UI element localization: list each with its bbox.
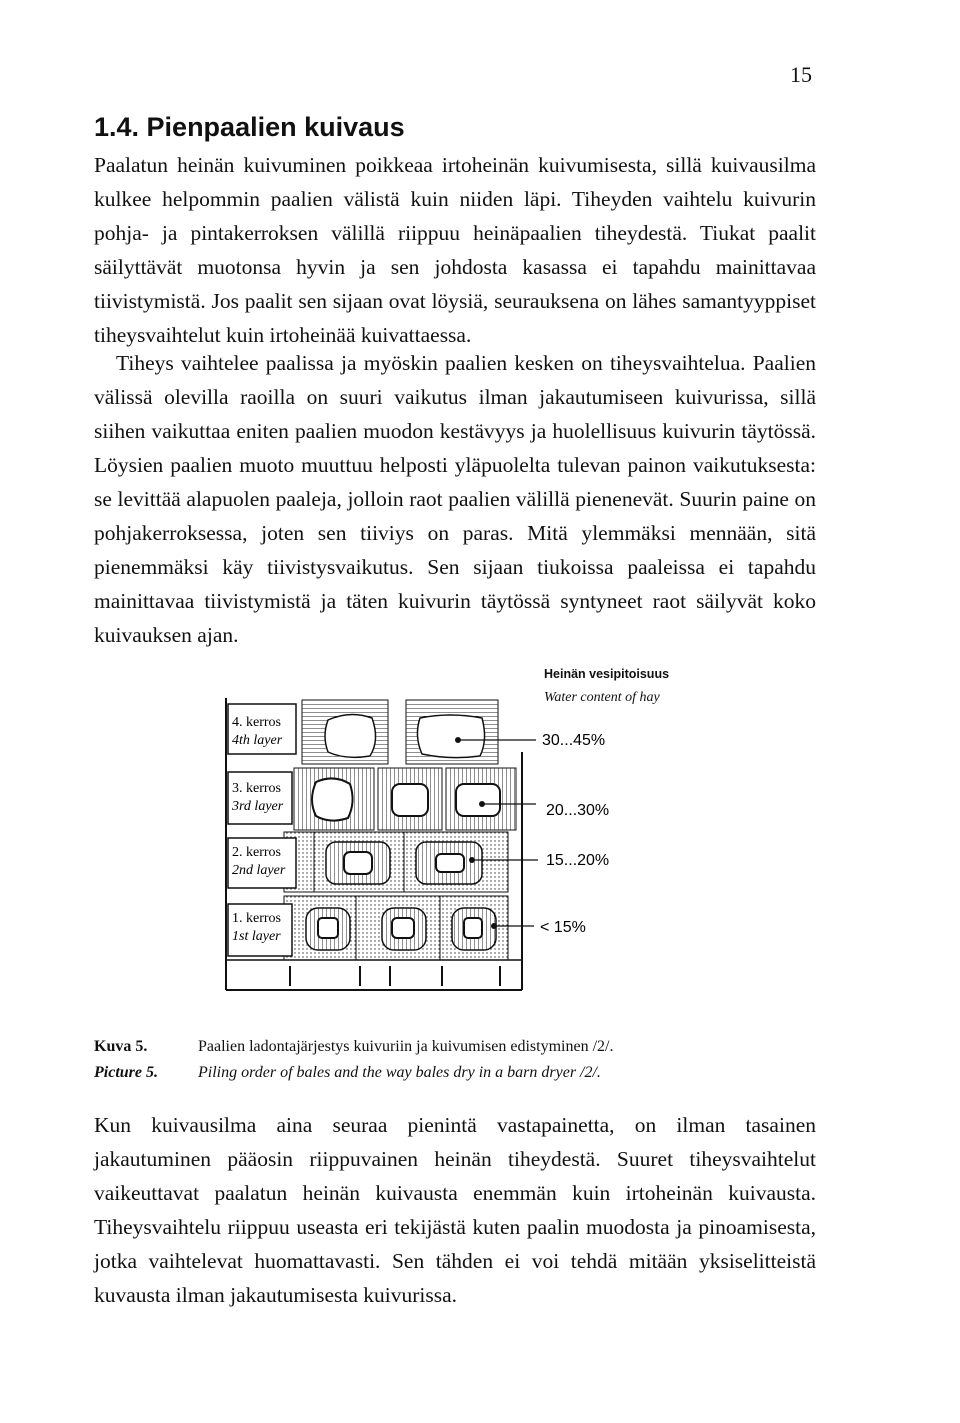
bale-stack-figure: [210, 660, 710, 1000]
caption-fi-text: Paalien ladontajärjestys kuivuriin ja kuivumisen edistyminen /2/.: [198, 1038, 614, 1055]
caption-en-text: Piling order of bales and the way bales dry in a barn dryer /2/.: [198, 1064, 601, 1081]
layer-3-bales: [294, 768, 516, 830]
caption-fi: [94, 1038, 613, 1056]
layer-2-bales: [284, 832, 508, 892]
layer-1-fi: 1. kerros: [232, 911, 281, 926]
paragraph-2: Tiheys vaihtelee paalissa ja myöskin paalien kesken on tiheysvaihtelua. Paalien välissä olevilla raoilla on suuri vaikutus ilman jakautumiseen kuivurissa, sillä siihen vaikuttaa eniten paalien muodon kestävyys ja huolellisuus kuivurin täytössä. Löysien paalien muoto muuttuu helposti yläpuolelta tulevan painon vaikutuksesta: se levittää alapuolen paaleja, jolloin raot paalien välillä pienenevät. Suurin paine on pohjakerroksessa, joten sen tiiviys on paras. Mitä ylemmäksi mennään, sitä pienemmäksi käy tiivistysvaikutus. Sen sijaan tiukoissa paaleissa ei tapahdu mainittavaa tiivistymistä ja täten kuivurin täytössä syntyneet raot säilyvät koko kuivauksen ajan.: [94, 351, 816, 647]
caption-en: [94, 1064, 601, 1082]
caption-fi-label: Kuva 5.: [94, 1038, 148, 1055]
layer-4-bales: [302, 700, 498, 764]
layer-2-fi: 2. kerros: [232, 845, 281, 860]
moisture-layer-4: 30...45%: [542, 732, 606, 749]
moisture-layer-1: < 15%: [540, 919, 586, 936]
moisture-layer-2: 15...20%: [546, 852, 610, 869]
moisture-layer-3: 20...30%: [546, 802, 610, 819]
caption-en-label: Picture 5.: [94, 1064, 158, 1081]
paragraph-1: Paalatun heinän kuivuminen poikkeaa irtoheinän kuivumisesta, sillä kuivausilma kulkee helpommin paalien välistä kuin niiden läpi. Tiheyden vaihtelu kuivurin pohja- ja pintakerroksen välillä riippuu heinäpaalien tiheydestä. Tiukat paalit säilyttävät muotonsa hyvin ja sen johdosta kasassa ei tapahdu mainittavaa tiivistymistä. Jos paalit sen sijaan ovat löysiä, seurauksena on lähes samantyyppiset tiheysvaihtelut kuin irtoheinää kuivattaessa.: [94, 153, 816, 347]
layer-label-4: [228, 704, 296, 754]
layer-3-fi: 3. kerros: [232, 781, 281, 796]
page-number: 15: [790, 62, 812, 87]
paragraph-3: Kun kuivausilma aina seuraa pienintä vastapainetta, on ilman tasainen jakautuminen pääosin riippuvainen heinän tiheydestä. Suuret tiheysvaihtelut vaikeuttavat paalatun heinän kuivausta enemmän kuin irtoheinän kuivausta. Tiheysvaihtelu riippuu useasta eri tekijästä kuten paalin muodosta ja pinoamisesta, jotka vaihtelevat huomattavasti. Sen tähden ei voi tehdä mitään yksiselitteistä kuvausta ilman jakautumisesta kuivurissa.: [94, 1113, 816, 1307]
figure-header-en: Water content of hay: [544, 690, 660, 705]
layer-4-fi: 4. kerros: [232, 715, 281, 730]
layer-2-en: 2nd layer: [232, 863, 286, 878]
layer-1-bales: [284, 896, 508, 960]
section-heading: 1.4. Pienpaalien kuivaus: [94, 112, 405, 142]
figure-header-fi: Heinän vesipitoisuus: [544, 667, 670, 681]
layer-label-2: [228, 838, 296, 888]
layer-label-3: [228, 772, 292, 824]
layer-4-en: 4th layer: [232, 733, 283, 748]
layer-1-en: 1st layer: [232, 929, 281, 944]
layer-3-en: 3rd layer: [232, 799, 284, 814]
layer-label-1: [228, 904, 292, 956]
